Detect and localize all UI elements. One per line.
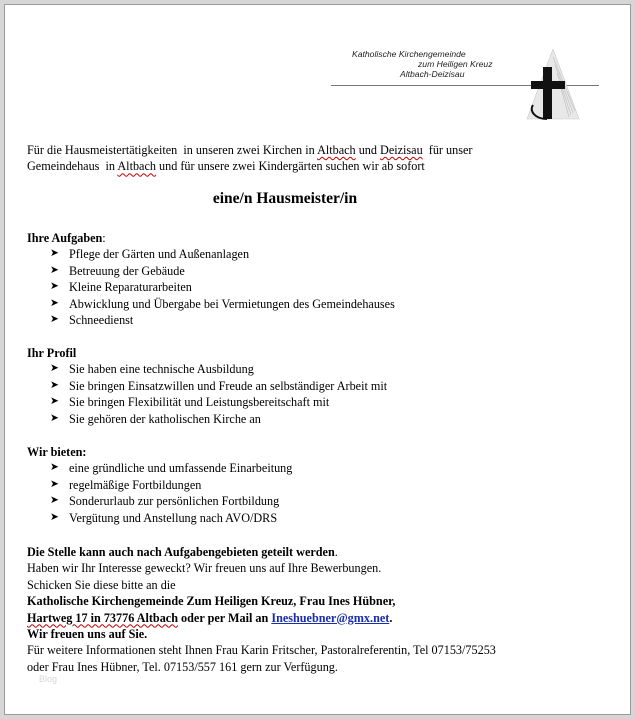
letterhead-line-3: Altbach-Deizisau xyxy=(400,69,465,79)
bieten-list xyxy=(27,460,587,526)
arrow-bullet-icon: ➤ xyxy=(50,248,59,260)
closing-line-2: Haben wir Ihr Interesse geweckt? Wir freuen uns auf Ihre Bewerbungen. xyxy=(27,561,382,576)
closing-line-6: Wir freuen uns auf Sie. xyxy=(27,627,148,642)
section-profil-title: Ihr Profil xyxy=(27,346,77,360)
list-item-text: Vergütung und Anstellung nach AVO/DRS xyxy=(69,510,278,525)
closing-mail-suffix: . xyxy=(389,610,393,625)
arrow-bullet-icon: ➤ xyxy=(50,297,59,309)
section-bieten-title: Wir bieten: xyxy=(27,445,87,459)
closing-line-1-tail: . xyxy=(334,545,338,559)
document-body xyxy=(5,5,632,716)
list-item xyxy=(27,361,587,377)
list-item-text: Sie gehören der katholischen Kirche an xyxy=(69,411,261,426)
job-title: eine/n Hausmeister/in xyxy=(212,190,358,207)
email-link[interactable]: Ineshuebner@gmx.net xyxy=(271,610,390,625)
closing-line-8: oder Frau Ines Hübner, Tel. 07153/557 161 gern zur Verfügung. xyxy=(27,659,338,674)
letterhead-line-1: Katholische Kirchengemeinde xyxy=(352,49,466,59)
intro-line-1: Für die Hausmeistertätigkeiten in unseren zwei Kirchen in Altbach und Deizisau für unser xyxy=(27,143,473,157)
closing-line-1 xyxy=(27,544,607,560)
closing-line-4: Katholische Kirchengemeinde Zum Heiligen Kreuz, Frau Ines Hübner, xyxy=(27,594,396,609)
list-item-text: Sie haben eine technische Ausbildung xyxy=(69,362,254,377)
list-item-text: Sie bringen Einsatzwillen und Freude an selbständiger Arbeit mit xyxy=(69,378,388,393)
closing-paragraph xyxy=(27,544,607,675)
arrow-bullet-icon: ➤ xyxy=(50,462,59,474)
list-item xyxy=(27,460,587,476)
cross-icon xyxy=(515,49,585,123)
arrow-bullet-icon: ➤ xyxy=(50,363,59,375)
section-profil xyxy=(27,345,587,427)
intro-paragraph xyxy=(27,142,587,175)
intro-word-deizisau: Deizisau xyxy=(380,143,423,157)
closing-line-7: Für weitere Informationen steht Ihnen Frau Karin Fritscher, Pastoralreferentin, Tel 07153/75253 xyxy=(27,643,496,658)
section-aufgaben-colon: : xyxy=(102,231,106,245)
list-item-text: Sonderurlaub zur persönlichen Fortbildung xyxy=(69,494,280,509)
intro-word-altbach: Altbach xyxy=(317,143,356,157)
arrow-bullet-icon: ➤ xyxy=(50,281,59,293)
list-item-text: Kleine Reparaturarbeiten xyxy=(69,280,192,295)
arrow-bullet-icon: ➤ xyxy=(50,412,59,424)
list-item xyxy=(27,394,587,410)
profil-list xyxy=(27,361,587,427)
list-item xyxy=(27,510,587,526)
list-item-text: Schneedienst xyxy=(69,312,134,327)
list-item xyxy=(27,279,587,295)
arrow-bullet-icon: ➤ xyxy=(50,495,59,507)
arrow-bullet-icon: ➤ xyxy=(50,478,59,490)
list-item xyxy=(27,296,587,312)
closing-mail-prefix: oder per Mail an xyxy=(178,610,272,625)
section-aufgaben xyxy=(27,230,587,328)
list-item xyxy=(27,263,587,279)
closing-line-5 xyxy=(27,610,607,626)
letterhead-line-2: zum Heiligen Kreuz xyxy=(418,59,493,69)
list-item xyxy=(27,477,587,493)
list-item-text: regelmäßige Fortbildungen xyxy=(69,477,202,492)
list-item xyxy=(27,411,587,427)
watermark: Blog xyxy=(39,674,58,684)
intro-word-altbach-2: Altbach xyxy=(117,159,156,174)
arrow-bullet-icon: ➤ xyxy=(50,313,59,325)
closing-line-1-bold: Die Stelle kann auch nach Aufgabengebieten geteilt werden xyxy=(27,545,335,559)
intro-line-2: Gemeindehaus in Altbach und für unsere zwei Kindergärten suchen wir ab sofort xyxy=(27,159,425,174)
section-bieten xyxy=(27,444,587,526)
parish-letterhead xyxy=(352,49,512,79)
list-item xyxy=(27,246,587,262)
list-item-text: Sie bringen Flexibilität und Leistungsbereitschaft mit xyxy=(69,395,330,410)
list-item xyxy=(27,378,587,394)
list-item-text: eine gründliche und umfassende Einarbeitung xyxy=(69,461,293,476)
arrow-bullet-icon: ➤ xyxy=(50,396,59,408)
section-aufgaben-title: Ihre Aufgaben xyxy=(27,231,103,245)
list-item-text: Abwicklung und Übergabe bei Vermietungen des Gemeindehauses xyxy=(69,296,395,311)
closing-line-3: Schicken Sie diese bitte an die xyxy=(27,577,176,592)
closing-address: Hartweg 17 in 73776 Altbach xyxy=(27,610,178,625)
arrow-bullet-icon: ➤ xyxy=(50,264,59,276)
list-item xyxy=(27,493,587,509)
document-page xyxy=(4,4,631,715)
list-item-text: Betreuung der Gebäude xyxy=(69,263,185,278)
aufgaben-list xyxy=(27,246,587,328)
arrow-bullet-icon: ➤ xyxy=(50,379,59,391)
arrow-bullet-icon: ➤ xyxy=(50,511,59,523)
list-item xyxy=(27,312,587,328)
list-item-text: Pflege der Gärten und Außenanlagen xyxy=(69,247,250,262)
